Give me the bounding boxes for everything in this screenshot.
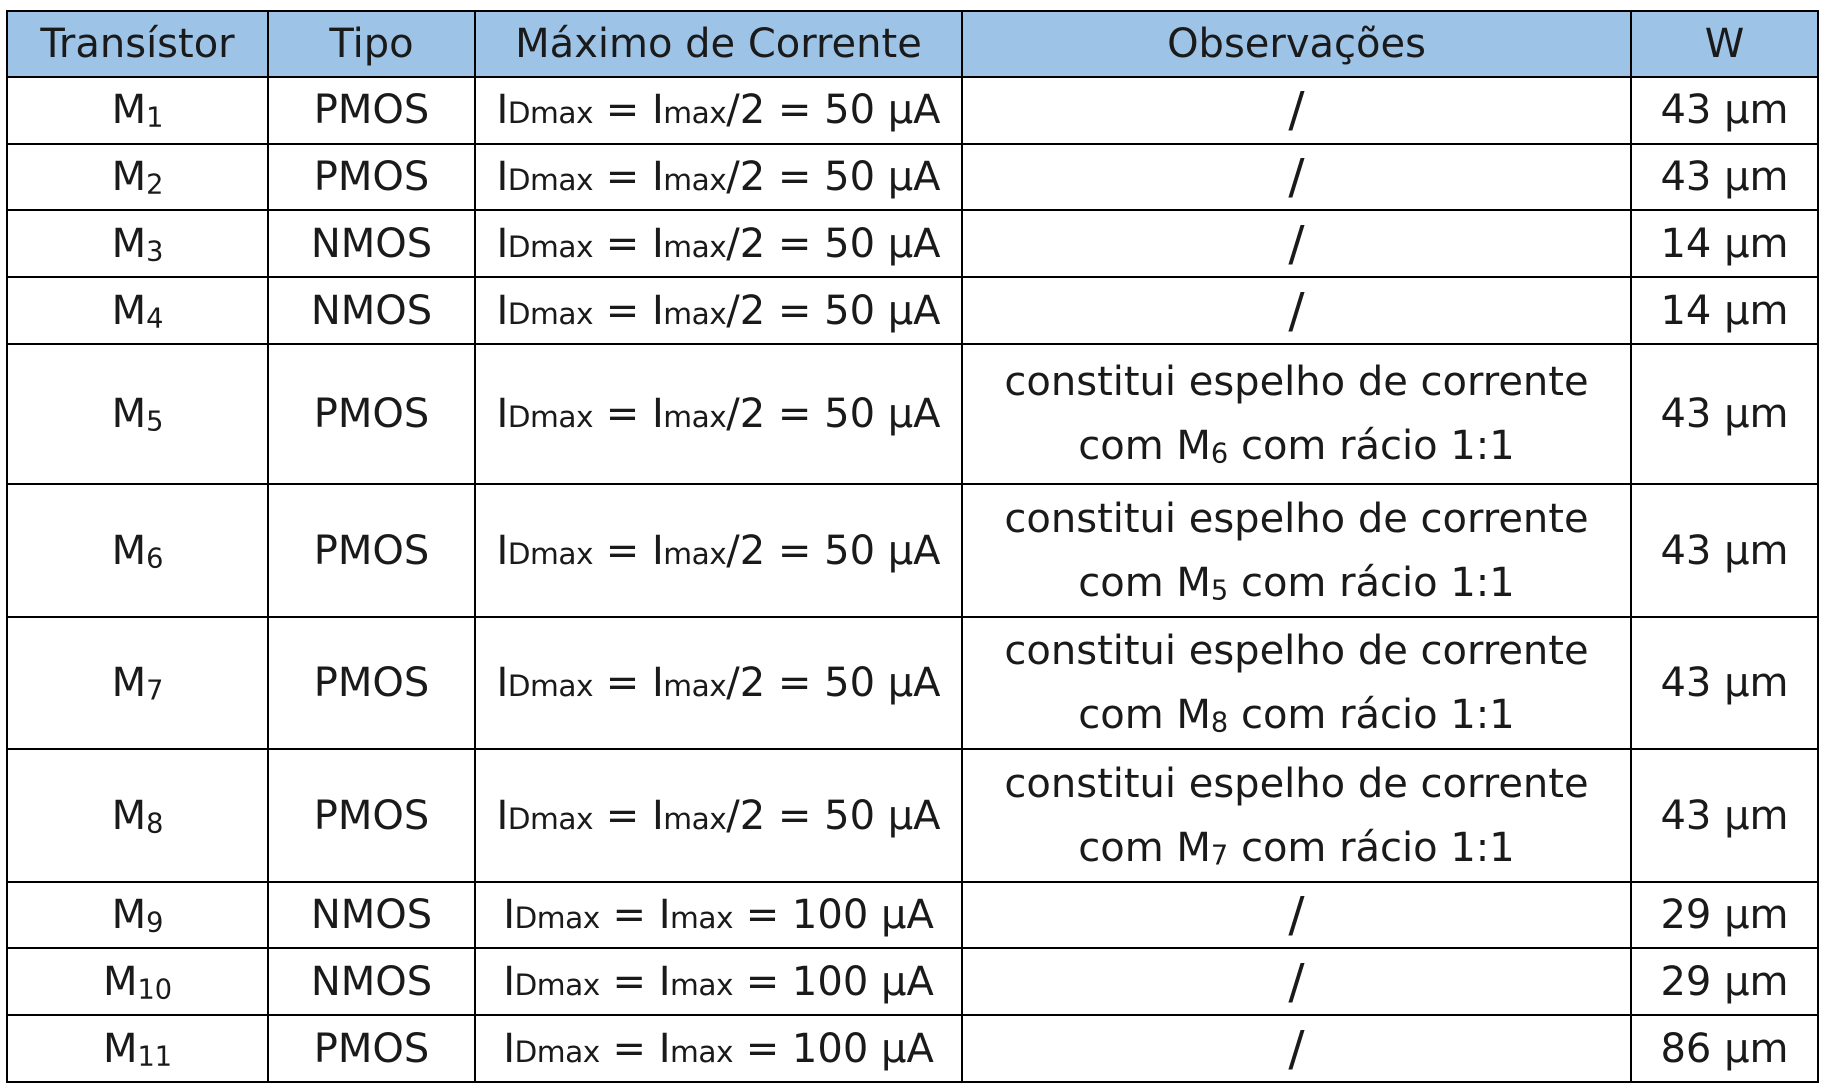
table-row: [7, 210, 1818, 277]
formula-result: = 100 µA: [732, 958, 934, 1005]
cell-maximo-corrente: [475, 144, 962, 211]
formula-max-current: [659, 959, 733, 1005]
formula-max-current-symbol: I: [651, 87, 664, 134]
formula-max-current-symbol: I: [651, 391, 664, 438]
formula-drain-current-symbol: I: [496, 87, 508, 134]
formula-result: /2 = 50 µA: [726, 154, 941, 201]
cell-tipo: NMOS: [268, 277, 475, 344]
formula-result: /2 = 50 µA: [726, 287, 941, 334]
formula-drain-current: [496, 221, 593, 267]
cell-transistor: [7, 882, 268, 949]
table-row: [7, 77, 1818, 144]
cell-transistor: [7, 210, 268, 277]
formula-max-current-subscript: max: [670, 967, 733, 1002]
table-row: [7, 1015, 1818, 1082]
formula-drain-current: [496, 528, 593, 574]
cell-tipo: PMOS: [268, 749, 475, 881]
formula-max-current-symbol: I: [651, 660, 664, 707]
transistor-name: M: [111, 220, 147, 267]
formula-max-current-subscript: max: [663, 229, 727, 264]
cell-w: 29 µm: [1631, 948, 1818, 1015]
formula-drain-current-symbol: I: [496, 660, 508, 707]
formula-drain-current-symbol: I: [496, 154, 508, 201]
formula-drain-current-symbol: I: [503, 892, 515, 939]
formula-drain-current-subscript: Dmax: [507, 96, 594, 131]
cell-tipo: NMOS: [268, 882, 475, 949]
cell-tipo: PMOS: [268, 617, 475, 749]
transistor-subscript: 4: [146, 302, 164, 334]
observation-line-1: constitui espelho de corrente: [1004, 495, 1589, 542]
transistor-table: [6, 10, 1819, 1083]
cell-observacoes: [962, 210, 1631, 277]
formula-equals: =: [593, 220, 652, 267]
cell-w: 86 µm: [1631, 1015, 1818, 1082]
cell-observacoes: [962, 617, 1631, 749]
formula-max-current-subscript: max: [663, 163, 727, 198]
cell-w: 43 µm: [1631, 344, 1818, 485]
observation-line-2: [969, 683, 1624, 747]
observation-suffix: com rácio 1:1: [1228, 423, 1515, 470]
cell-maximo-corrente: [475, 77, 962, 144]
observation-empty-mark: /: [1288, 887, 1305, 944]
formula-equals: =: [599, 1025, 659, 1072]
cell-tipo: NMOS: [268, 948, 475, 1015]
header-tipo: Tipo: [268, 11, 475, 77]
observation-prefix: com M: [1078, 824, 1211, 871]
cell-w: 14 µm: [1631, 277, 1818, 344]
formula-max-current-subscript: max: [663, 400, 727, 435]
formula-drain-current-subscript: Dmax: [507, 536, 594, 571]
formula-drain-current-symbol: I: [496, 220, 508, 267]
formula-max-current: [659, 1026, 733, 1072]
transistor-subscript: 1: [146, 102, 164, 134]
formula-result: /2 = 50 µA: [726, 391, 941, 438]
transistor-name: M: [111, 792, 147, 839]
cell-w: 43 µm: [1631, 77, 1818, 144]
cell-w: 43 µm: [1631, 144, 1818, 211]
header-maximo-corrente: Máximo de Corrente: [475, 11, 962, 77]
formula-max-current: [652, 288, 726, 334]
table-row: [7, 484, 1818, 616]
formula-drain-current-symbol: I: [503, 1025, 515, 1072]
formula-drain-current-subscript: Dmax: [507, 801, 594, 836]
transistor-name: M: [102, 1025, 138, 1072]
formula-max-current-symbol: I: [651, 154, 664, 201]
cell-w: 43 µm: [1631, 749, 1818, 881]
cell-transistor: [7, 277, 268, 344]
formula-equals: =: [593, 527, 652, 574]
transistor-subscript: 5: [146, 406, 164, 438]
observation-line-2: [969, 816, 1624, 880]
cell-tipo: PMOS: [268, 144, 475, 211]
formula-max-current-symbol: I: [658, 1025, 670, 1072]
transistor-subscript: 9: [146, 907, 164, 939]
observation-transistor-subscript: 8: [1210, 707, 1229, 739]
table-row: [7, 617, 1818, 749]
cell-transistor: [7, 948, 268, 1015]
formula-drain-current-subscript: Dmax: [514, 901, 600, 936]
cell-maximo-corrente: [475, 617, 962, 749]
table-row: [7, 948, 1818, 1015]
cell-observacoes: [962, 144, 1631, 211]
formula-drain-current-subscript: Dmax: [507, 229, 594, 264]
formula-drain-current-symbol: I: [496, 792, 508, 839]
cell-transistor: [7, 749, 268, 881]
formula-drain-current: [496, 87, 593, 133]
observation-line-1: constitui espelho de corrente: [1004, 628, 1589, 675]
transistor-subscript: 3: [146, 236, 164, 268]
formula-drain-current: [496, 154, 593, 200]
formula-max-current: [652, 87, 726, 133]
cell-observacoes: [962, 948, 1631, 1015]
observation-line-2: [969, 551, 1624, 615]
cell-tipo: PMOS: [268, 1015, 475, 1082]
table-body: [7, 77, 1818, 1082]
formula-max-current: [652, 391, 726, 437]
observation-suffix: com rácio 1:1: [1228, 824, 1515, 871]
formula-max-current-subscript: max: [670, 1034, 733, 1069]
formula-max-current-symbol: I: [651, 220, 664, 267]
cell-observacoes: [962, 882, 1631, 949]
formula-drain-current-symbol: I: [496, 527, 508, 574]
transistor-subscript: 10: [137, 974, 173, 1006]
formula-equals: =: [593, 87, 652, 134]
formula-drain-current: [496, 391, 593, 437]
cell-w: 43 µm: [1631, 617, 1818, 749]
transistor-name: M: [111, 527, 147, 574]
transistor-subscript: 7: [146, 675, 164, 707]
table-row: [7, 144, 1818, 211]
cell-maximo-corrente: [475, 1015, 962, 1082]
formula-drain-current-symbol: I: [496, 287, 508, 334]
observation-empty-mark: /: [1288, 149, 1305, 206]
transistor-name: M: [111, 892, 147, 939]
observation-prefix: com M: [1078, 692, 1211, 739]
table-row: [7, 749, 1818, 881]
cell-maximo-corrente: [475, 484, 962, 616]
formula-result: /2 = 50 µA: [726, 660, 941, 707]
cell-tipo: NMOS: [268, 210, 475, 277]
formula-drain-current-subscript: Dmax: [507, 163, 594, 198]
formula-equals: =: [593, 792, 652, 839]
table-row: [7, 882, 1818, 949]
cell-tipo: PMOS: [268, 344, 475, 485]
formula-equals: =: [593, 660, 652, 707]
header-transistor: Transístor: [7, 11, 268, 77]
formula-equals: =: [593, 154, 652, 201]
formula-drain-current-subscript: Dmax: [507, 296, 594, 331]
formula-max-current-symbol: I: [658, 958, 670, 1005]
formula-drain-current-subscript: Dmax: [507, 400, 594, 435]
cell-maximo-corrente: [475, 210, 962, 277]
formula-result: = 100 µA: [732, 1025, 934, 1072]
formula-drain-current: [503, 959, 600, 1005]
cell-transistor: [7, 1015, 268, 1082]
formula-drain-current-subscript: Dmax: [507, 669, 594, 704]
cell-transistor: [7, 77, 268, 144]
formula-max-current-subscript: max: [670, 901, 733, 936]
observation-prefix: com M: [1078, 559, 1211, 606]
transistor-subscript: 11: [137, 1040, 173, 1072]
formula-drain-current-symbol: I: [503, 958, 515, 1005]
transistor-name: M: [111, 287, 147, 334]
cell-transistor: [7, 484, 268, 616]
formula-max-current-symbol: I: [651, 527, 664, 574]
cell-w: 43 µm: [1631, 484, 1818, 616]
observation-line-1: constitui espelho de corrente: [1004, 760, 1589, 807]
formula-max-current: [659, 892, 733, 938]
formula-max-current-symbol: I: [651, 792, 664, 839]
formula-max-current-subscript: max: [663, 96, 727, 131]
formula-max-current-subscript: max: [663, 669, 727, 704]
observation-transistor-subscript: 6: [1210, 438, 1229, 470]
observation-transistor-subscript: 7: [1210, 839, 1229, 871]
formula-max-current: [652, 154, 726, 200]
transistor-name: M: [111, 87, 147, 134]
cell-tipo: PMOS: [268, 484, 475, 616]
cell-observacoes: [962, 1015, 1631, 1082]
formula-max-current: [652, 528, 726, 574]
formula-equals: =: [599, 892, 659, 939]
cell-observacoes: [962, 749, 1631, 881]
formula-drain-current: [496, 288, 593, 334]
transistor-name: M: [111, 154, 147, 201]
cell-maximo-corrente: [475, 344, 962, 485]
cell-observacoes: [962, 484, 1631, 616]
cell-tipo: PMOS: [268, 77, 475, 144]
formula-drain-current: [496, 660, 593, 706]
cell-observacoes: [962, 344, 1631, 485]
observation-empty-mark: /: [1288, 215, 1305, 272]
observation-suffix: com rácio 1:1: [1228, 692, 1515, 739]
cell-w: 29 µm: [1631, 882, 1818, 949]
formula-max-current: [652, 221, 726, 267]
formula-max-current: [652, 793, 726, 839]
transistor-subscript: 8: [146, 807, 164, 839]
cell-observacoes: [962, 277, 1631, 344]
transistor-name: M: [102, 958, 138, 1005]
cell-maximo-corrente: [475, 948, 962, 1015]
cell-maximo-corrente: [475, 882, 962, 949]
formula-drain-current: [503, 1026, 600, 1072]
cell-maximo-corrente: [475, 749, 962, 881]
cell-transistor: [7, 617, 268, 749]
formula-max-current-symbol: I: [651, 287, 664, 334]
observation-suffix: com rácio 1:1: [1228, 559, 1515, 606]
observation-empty-mark: /: [1288, 1020, 1305, 1077]
table-row: [7, 277, 1818, 344]
formula-max-current: [652, 660, 726, 706]
formula-equals: =: [593, 287, 652, 334]
transistor-name: M: [111, 660, 147, 707]
cell-maximo-corrente: [475, 277, 962, 344]
transistor-subscript: 2: [146, 169, 164, 201]
formula-equals: =: [599, 958, 659, 1005]
header-w: W: [1631, 11, 1818, 77]
cell-transistor: [7, 144, 268, 211]
transistor-subscript: 6: [146, 542, 164, 574]
formula-drain-current: [503, 892, 600, 938]
formula-drain-current-subscript: Dmax: [514, 967, 600, 1002]
header-observacoes: Observações: [962, 11, 1631, 77]
header-row: [7, 11, 1818, 77]
formula-drain-current-symbol: I: [496, 391, 508, 438]
formula-max-current-subscript: max: [663, 801, 727, 836]
observation-empty-mark: /: [1288, 953, 1305, 1010]
observation-prefix: com M: [1078, 423, 1211, 470]
formula-result: /2 = 50 µA: [726, 220, 941, 267]
table-row: [7, 344, 1818, 485]
observation-line-1: constitui espelho de corrente: [1004, 359, 1589, 406]
formula-result: = 100 µA: [732, 892, 934, 939]
cell-w: 14 µm: [1631, 210, 1818, 277]
formula-max-current-subscript: max: [663, 536, 727, 571]
observation-transistor-subscript: 5: [1210, 574, 1229, 606]
cell-observacoes: [962, 77, 1631, 144]
formula-max-current-symbol: I: [658, 892, 670, 939]
observation-empty-mark: /: [1288, 82, 1305, 139]
cell-transistor: [7, 344, 268, 485]
formula-drain-current: [496, 793, 593, 839]
formula-equals: =: [593, 391, 652, 438]
transistor-name: M: [111, 391, 147, 438]
formula-result: /2 = 50 µA: [726, 87, 941, 134]
observation-empty-mark: /: [1288, 282, 1305, 339]
observation-line-2: [969, 414, 1624, 478]
formula-result: /2 = 50 µA: [726, 527, 941, 574]
formula-result: /2 = 50 µA: [726, 792, 941, 839]
formula-max-current-subscript: max: [663, 296, 727, 331]
formula-drain-current-subscript: Dmax: [514, 1034, 600, 1069]
